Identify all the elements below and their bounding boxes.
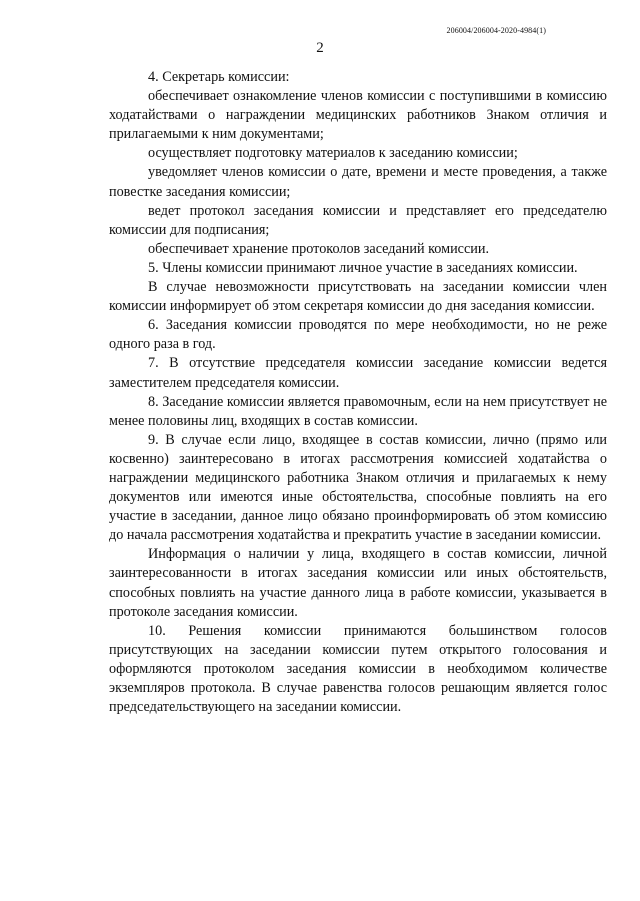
paragraph-item-9: 9. В случае если лицо, входящее в состав комиссии, лично (прямо или косвенно) заинтересовано в итогах рассмотрения комиссией ходатайства о награждении медицинского работника Знаком отличия и прилагаемых к нему документов или имеются иные обстоятельства, способные повлиять на его участие в заседании, данное лицо обязано проинформировать об этом комиссию до начала рассмотрения ходатайства и прекратить участие в заседании комиссии.	[109, 431, 607, 544]
paragraph-secretary-storage: обеспечивает хранение протоколов заседаний комиссии.	[148, 240, 490, 257]
paragraph-item-10: 10. Решения комиссии принимаются большинством голосов присутствующих на заседании комиссии путем открытого голосования и оформляются протоколом заседания комиссии в необходимом количестве экземпляров протокола. В случае равенства голосов решающим является голос председательствующего на заседании комиссии.	[109, 622, 607, 716]
paragraph-item-5-absence: В случае невозможности присутствовать на заседании комиссии член комиссии информирует об этом секретаря комиссии до дня заседания комиссии.	[109, 279, 607, 315]
paragraph-secretary-preparation: осуществляет подготовку материалов к заседанию комиссии;	[148, 145, 518, 162]
page-number: 2	[316, 40, 324, 56]
paragraph-item-5: 5. Члены комиссии принимают личное участие в заседаниях комиссии.	[148, 259, 578, 276]
paragraph-secretary-familiarization: обеспечивает ознакомление членов комиссии с поступившими в комиссию ходатайствами о награждении медицинских работников Знаком отличия и прилагаемыми к ним документами;	[109, 88, 607, 143]
paragraph-secretary-heading: 4. Секретарь комиссии:	[148, 69, 290, 85]
document-id: 206004/206004-2020-4984(1)	[446, 26, 546, 35]
document-body	[109, 68, 607, 717]
paragraph-item-8: 8. Заседание комиссии является правомочным, если на нем присутствует не менее половины лиц, входящих в состав комиссии.	[109, 393, 607, 429]
paragraph-item-9-information: Информация о наличии у лица, входящего в состав комиссии, личной заинтересованности в итогах заседания комиссии или иных обстоятельств, способных повлиять на участие данного лица в работе комиссии, указывается в протоколе заседания комиссии.	[109, 546, 607, 620]
paragraph-secretary-minutes: ведет протокол заседания комиссии и представляет его председателю комиссии для подписания;	[109, 202, 607, 238]
paragraph-item-6: 6. Заседания комиссии проводятся по мере необходимости, но не реже одного раза в год.	[109, 317, 607, 353]
paragraph-item-7: 7. В отсутствие председателя комиссии заседание комиссии ведется заместителем председателя комиссии.	[109, 355, 607, 391]
paragraph-secretary-notification: уведомляет членов комиссии о дате, времени и месте проведения, а также повестке заседания комиссии;	[109, 164, 607, 200]
